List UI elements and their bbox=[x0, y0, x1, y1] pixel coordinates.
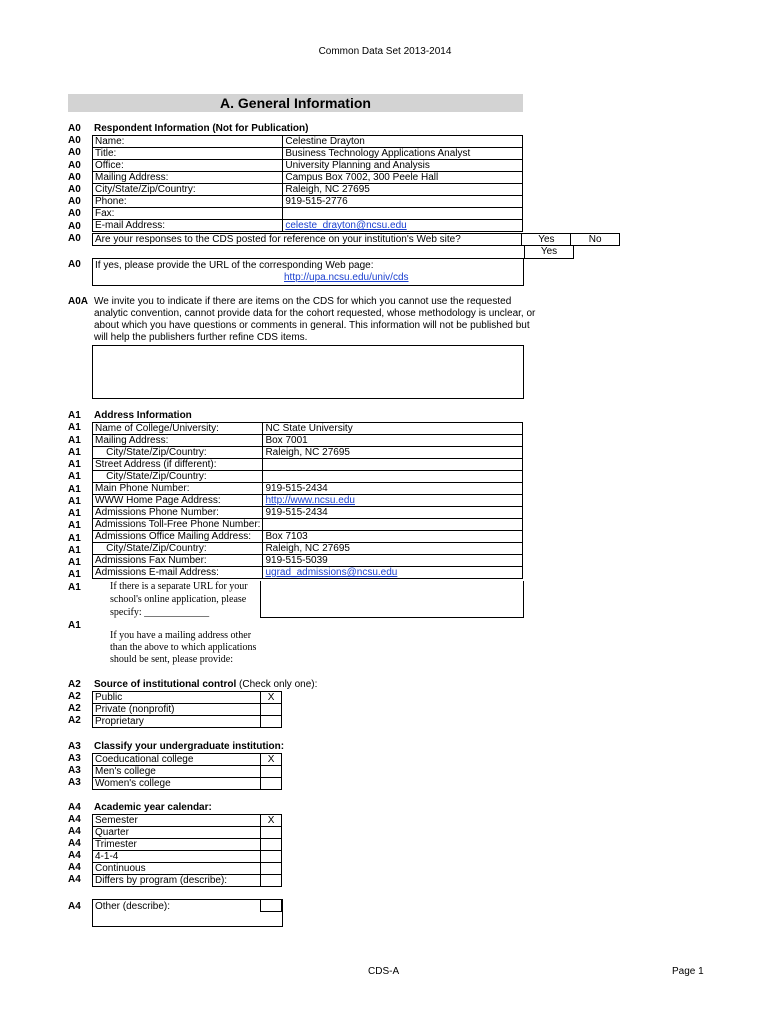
a4-code: A4 bbox=[68, 838, 81, 849]
online-app-line: If there is a separate URL for your bbox=[110, 581, 248, 592]
address-label: City/State/Zip/Country: bbox=[93, 471, 263, 483]
a3-option-checkbox[interactable] bbox=[261, 766, 282, 778]
address-value: Raleigh, NC 27695 bbox=[263, 447, 523, 459]
address-row bbox=[93, 483, 523, 495]
a2-option-label: Public bbox=[93, 692, 261, 704]
a0-code: A0 bbox=[68, 172, 81, 183]
address-row bbox=[93, 507, 523, 519]
respondent-value: Campus Box 7002, 300 Peele Hall bbox=[283, 172, 523, 184]
a0-code: A0 bbox=[68, 233, 81, 244]
a4-code: A4 bbox=[68, 874, 81, 885]
respondent-value: 919-515-2776 bbox=[283, 196, 523, 208]
respondent-label: Name: bbox=[93, 136, 283, 148]
address-label: Admissions Phone Number: bbox=[93, 507, 263, 519]
a2-code: A2 bbox=[68, 703, 81, 714]
footer-center: CDS-A bbox=[368, 966, 400, 977]
cds-posted-answer[interactable]: Yes bbox=[524, 246, 574, 259]
a0-code: A0 bbox=[68, 259, 81, 270]
a4-options-table bbox=[92, 814, 282, 887]
a0a-line: about which you have questions or comments in general. This information will not be published but bbox=[94, 320, 530, 331]
a2-option-row bbox=[93, 704, 282, 716]
respondent-label: E-mail Address: bbox=[93, 220, 283, 232]
a4-option-checkbox[interactable] bbox=[261, 863, 282, 875]
respondent-label: Mailing Address: bbox=[93, 172, 283, 184]
a2-options-table bbox=[92, 691, 282, 728]
a4-option-row bbox=[93, 815, 282, 827]
address-row bbox=[93, 459, 523, 471]
a4-option-label: Differs by program (describe): bbox=[93, 875, 261, 887]
a1-code: A1 bbox=[68, 620, 81, 631]
a1-code: A1 bbox=[68, 520, 81, 531]
respondent-label: City/State/Zip/Country: bbox=[93, 184, 283, 196]
address-table bbox=[92, 422, 523, 579]
a3-code: A3 bbox=[68, 777, 81, 788]
respondent-label: Phone: bbox=[93, 196, 283, 208]
a0-code: A0 bbox=[68, 160, 81, 171]
a4-option-label: Trimester bbox=[93, 839, 261, 851]
a0-code: A0 bbox=[68, 123, 81, 134]
url-question-box bbox=[92, 258, 524, 286]
respondent-value bbox=[283, 208, 523, 220]
respondent-label: Office: bbox=[93, 160, 283, 172]
a2-option-label: Proprietary bbox=[93, 716, 261, 728]
address-label: Mailing Address: bbox=[93, 435, 263, 447]
address-row bbox=[93, 423, 523, 435]
a4-option-row bbox=[93, 875, 282, 887]
address-label: City/State/Zip/Country: bbox=[93, 447, 263, 459]
address-value bbox=[263, 519, 523, 531]
address-row bbox=[93, 495, 523, 507]
a0-code: A0 bbox=[68, 196, 81, 207]
a0-code: A0 bbox=[68, 184, 81, 195]
a4-code: A4 bbox=[68, 802, 81, 813]
a2-option-label: Private (nonprofit) bbox=[93, 704, 261, 716]
address-label: Name of College/University: bbox=[93, 423, 263, 435]
a2-code: A2 bbox=[68, 715, 81, 726]
a0-code: A0 bbox=[68, 135, 81, 146]
address-value[interactable]: http://www.ncsu.edu bbox=[263, 495, 523, 507]
a0-code: A0 bbox=[68, 147, 81, 158]
yes-header: Yes bbox=[522, 234, 571, 246]
a0-code: A0 bbox=[68, 221, 81, 232]
a2-heading-suffix: (Check only one): bbox=[236, 679, 318, 690]
a2-heading-text: Source of institutional control bbox=[94, 679, 237, 690]
respondent-row bbox=[93, 184, 523, 196]
respondent-value: Raleigh, NC 27695 bbox=[283, 184, 523, 196]
respondent-row bbox=[93, 136, 523, 148]
a2-code: A2 bbox=[68, 691, 81, 702]
address-row bbox=[93, 435, 523, 447]
address-value: 919-515-5039 bbox=[263, 555, 523, 567]
a4-option-row bbox=[93, 827, 282, 839]
a3-code: A3 bbox=[68, 765, 81, 776]
a3-option-row bbox=[93, 778, 282, 790]
alt-mail-line: than the above to which applications bbox=[110, 642, 257, 653]
address-row bbox=[93, 531, 523, 543]
respondent-row bbox=[93, 220, 523, 232]
address-row bbox=[93, 567, 523, 579]
respondent-label: Title: bbox=[93, 148, 283, 160]
a1-heading: Address Information bbox=[94, 410, 192, 421]
a1-code: A1 bbox=[68, 496, 81, 507]
address-label: Street Address (if different): bbox=[93, 459, 263, 471]
a4-heading bbox=[94, 802, 212, 813]
address-value: 919-515-2434 bbox=[263, 507, 523, 519]
a1-code: A1 bbox=[68, 582, 81, 593]
address-value: Raleigh, NC 27695 bbox=[263, 543, 523, 555]
a3-option-label: Men's college bbox=[93, 766, 261, 778]
respondent-row bbox=[93, 208, 523, 220]
respondent-row bbox=[93, 172, 523, 184]
a2-option-row bbox=[93, 692, 282, 704]
page-number: Page 1 bbox=[672, 966, 704, 977]
a4-option-checkbox[interactable] bbox=[261, 851, 282, 863]
a0a-line: analytic convention, cannot provide data for the cohort requested, whose methodology is unclear, or bbox=[94, 308, 536, 319]
a2-code: A2 bbox=[68, 679, 81, 690]
respondent-table bbox=[92, 135, 523, 232]
a3-option-row bbox=[93, 754, 282, 766]
a3-option-checkbox[interactable] bbox=[261, 778, 282, 790]
respondent-value: Celestine Drayton bbox=[283, 136, 523, 148]
address-label: Admissions E-mail Address: bbox=[93, 567, 263, 579]
address-value bbox=[263, 471, 523, 483]
page-header: Common Data Set 2013-2014 bbox=[318, 46, 452, 57]
url-question: If yes, please provide the URL of the corresponding Web page: bbox=[95, 260, 374, 271]
a1-code: A1 bbox=[68, 484, 81, 495]
address-row bbox=[93, 519, 523, 531]
a0a-code: A0A bbox=[68, 296, 89, 307]
a4-option-label: Continuous bbox=[93, 863, 261, 875]
respondent-label: Fax: bbox=[93, 208, 283, 220]
a4-option-row bbox=[93, 851, 282, 863]
address-row bbox=[93, 471, 523, 483]
address-row bbox=[93, 543, 523, 555]
online-app-line: school's online application, please bbox=[110, 594, 247, 605]
a0a-line: We invite you to indicate if there are items on the CDS for which you cannot use the requested bbox=[94, 296, 512, 307]
a2-option-checkbox[interactable]: X bbox=[261, 692, 282, 704]
section-title: A. General Information bbox=[68, 94, 523, 112]
a1-code: A1 bbox=[68, 569, 81, 580]
online-app-url-box[interactable] bbox=[260, 581, 524, 618]
address-value: Box 7001 bbox=[263, 435, 523, 447]
a2-heading bbox=[94, 679, 317, 690]
a4-code: A4 bbox=[68, 850, 81, 861]
a1-code: A1 bbox=[68, 557, 81, 568]
a3-code: A3 bbox=[68, 741, 81, 752]
address-row bbox=[93, 555, 523, 567]
respondent-value: University Planning and Analysis bbox=[283, 160, 523, 172]
address-value[interactable]: ugrad_admissions@ncsu.edu bbox=[263, 567, 523, 579]
a4-code: A4 bbox=[68, 814, 81, 825]
other-describe-label: Other (describe): bbox=[95, 901, 171, 912]
a1-code: A1 bbox=[68, 545, 81, 556]
address-label: WWW Home Page Address: bbox=[93, 495, 263, 507]
respondent-row bbox=[93, 160, 523, 172]
a2-option-checkbox[interactable] bbox=[261, 716, 282, 728]
a1-code: A1 bbox=[68, 508, 81, 519]
address-label: Admissions Fax Number: bbox=[93, 555, 263, 567]
address-row bbox=[93, 447, 523, 459]
a3-heading-text: Classify your undergraduate institution: bbox=[94, 741, 285, 752]
respondent-value[interactable]: celeste_drayton@ncsu.edu bbox=[283, 220, 523, 232]
a4-code: A4 bbox=[68, 862, 81, 873]
a4-option-label: 4-1-4 bbox=[93, 851, 261, 863]
a3-option-row bbox=[93, 766, 282, 778]
a3-option-label: Women's college bbox=[93, 778, 261, 790]
a1-code: A1 bbox=[68, 447, 81, 458]
online-app-line: specify: _____________ bbox=[110, 607, 210, 618]
alt-mail-line: If you have a mailing address other bbox=[110, 630, 252, 641]
a4-option-checkbox[interactable] bbox=[261, 839, 282, 851]
a4-option-checkbox[interactable] bbox=[261, 875, 282, 887]
a1-code: A1 bbox=[68, 435, 81, 446]
a4-option-checkbox[interactable]: X bbox=[261, 815, 282, 827]
address-value bbox=[263, 459, 523, 471]
a4-heading-text: Academic year calendar: bbox=[94, 802, 212, 813]
address-value: 919-515-2434 bbox=[263, 483, 523, 495]
comments-box[interactable] bbox=[92, 345, 524, 399]
respondent-value: Business Technology Applications Analyst bbox=[283, 148, 523, 160]
a3-options-table bbox=[92, 753, 282, 790]
a0-code: A0 bbox=[68, 208, 81, 219]
cds-url-link[interactable]: http://upa.ncsu.edu/univ/cds bbox=[284, 272, 409, 283]
a4-other-code: A4 bbox=[68, 901, 81, 912]
a1-code: A1 bbox=[68, 422, 81, 433]
a0a-line: will help the publishers further refine CDS items. bbox=[94, 332, 308, 343]
alt-mail-line: should be sent, please provide: bbox=[110, 654, 234, 665]
a1-code: A1 bbox=[68, 533, 81, 544]
a1-code: A1 bbox=[68, 459, 81, 470]
address-value: NC State University bbox=[263, 423, 523, 435]
a4-option-row bbox=[93, 863, 282, 875]
respondent-row bbox=[93, 148, 523, 160]
address-label: Admissions Toll-Free Phone Number: bbox=[93, 519, 263, 531]
a3-option-checkbox[interactable]: X bbox=[261, 754, 282, 766]
other-describe-box[interactable] bbox=[92, 899, 283, 927]
a0-heading: Respondent Information (Not for Publication) bbox=[94, 123, 309, 134]
a4-option-row bbox=[93, 839, 282, 851]
no-header: No bbox=[571, 234, 620, 246]
other-describe-checkbox[interactable] bbox=[260, 900, 282, 912]
a4-option-label: Semester bbox=[93, 815, 261, 827]
a1-code: A1 bbox=[68, 471, 81, 482]
a1-code: A1 bbox=[68, 410, 81, 421]
address-label: Main Phone Number: bbox=[93, 483, 263, 495]
a4-option-label: Quarter bbox=[93, 827, 261, 839]
respondent-row bbox=[93, 196, 523, 208]
a3-option-label: Coeducational college bbox=[93, 754, 261, 766]
cds-posted-question: Are your responses to the CDS posted for reference on your institution's Web site? bbox=[93, 234, 522, 246]
address-label: Admissions Office Mailing Address: bbox=[93, 531, 263, 543]
address-label: City/State/Zip/Country: bbox=[93, 543, 263, 555]
a3-code: A3 bbox=[68, 753, 81, 764]
cds-posted-question-table bbox=[92, 233, 620, 246]
a2-option-row bbox=[93, 716, 282, 728]
a3-heading bbox=[94, 741, 284, 752]
a2-option-checkbox[interactable] bbox=[261, 704, 282, 716]
address-value: Box 7103 bbox=[263, 531, 523, 543]
a4-option-checkbox[interactable] bbox=[261, 827, 282, 839]
a4-code: A4 bbox=[68, 826, 81, 837]
